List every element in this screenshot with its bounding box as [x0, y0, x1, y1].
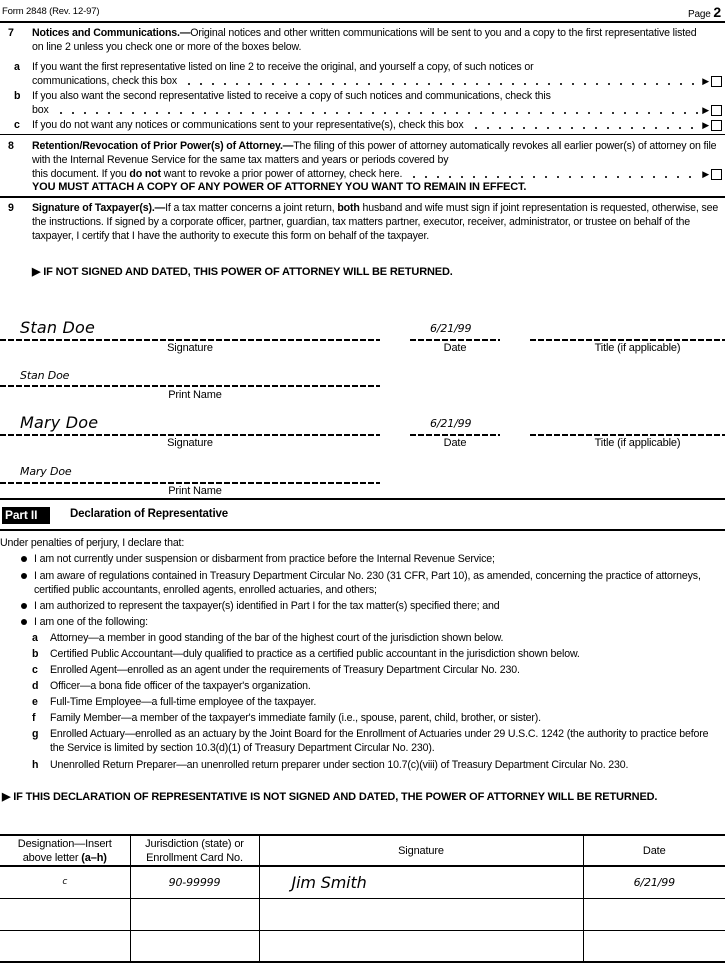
designation-text: Attorney—a member in good standing of the bar of the highest court of the jurisdiction shown below. — [50, 632, 504, 644]
header-jurisdiction — [130, 835, 259, 866]
designation-item — [30, 679, 720, 693]
designation-text: Certified Public Accountant—duly qualified to practice as a certified public accountant in the jurisdiction shown below. — [50, 648, 580, 660]
line8-emphasis: do not — [129, 168, 161, 180]
title-line[interactable] — [530, 339, 725, 341]
jurisdiction-cell[interactable] — [130, 930, 259, 962]
designation-cell[interactable]: c — [0, 866, 130, 898]
form-id: Form 2848 (Rev. 12-97) — [2, 6, 100, 17]
declaration-bullet: I am one of the following: — [20, 615, 720, 629]
divider — [0, 21, 725, 23]
designation-letter: c — [32, 664, 38, 676]
header-signature: Signature — [259, 835, 583, 866]
line8-body: The filing of this power of attorney automatically revokes all earlier power(s) of attorney on file with the Internal Revenue Service for the same tax matters and years or periods covered by — [32, 140, 717, 167]
print-name-line — [0, 385, 380, 387]
date-line — [410, 339, 500, 341]
signature-line — [0, 434, 380, 436]
line9-text — [32, 201, 720, 244]
declaration-bullet: I am aware of regulations contained in Treasury Department Circular No. 230 (31 CFR, Part 10), as amended, concerning the practice of attorneys, certified public accountants, enrolled agents, enrolled actuaries, and others; — [20, 569, 720, 597]
line7b-text: If you also want the second representative listed to receive a copy of such notices and communications, check this — [32, 90, 551, 102]
line8-row — [32, 167, 722, 181]
line7c-row — [14, 118, 722, 132]
designation-text: Family Member—a member of the taxpayer's immediate family (i.e., spouse, parent, child, brother, or sister). — [50, 712, 541, 724]
signature-line — [0, 339, 380, 341]
line-number: 7 — [8, 27, 14, 39]
item-letter: a — [14, 61, 20, 73]
designation-item — [30, 695, 720, 709]
date-label: Date — [443, 342, 467, 354]
date-cell[interactable] — [583, 930, 725, 962]
arrow-icon: ▶ — [702, 105, 709, 115]
designation-item — [30, 647, 720, 661]
line7a-text: communications, check this box — [32, 75, 178, 87]
designation-text: Enrolled Agent—enrolled as an agent under the requirements of Treasury Department Circular No. 230. — [50, 664, 520, 676]
signature-label: Signature — [167, 437, 213, 449]
signature-label: Signature — [167, 342, 213, 354]
signature-cell[interactable] — [259, 898, 583, 930]
arrow-icon: ▶ — [702, 120, 709, 130]
taxpayer1-date[interactable]: 6/21/99 — [430, 322, 472, 335]
header-text: Designation—Insert — [17, 837, 112, 850]
line9-body: If a tax matter concerns a joint return, — [165, 202, 338, 214]
declaration-warning: ▶ IF THIS DECLARATION OF REPRESENTATIVE IS NOT SIGNED AND DATED, THE POWER OF ATTORNEY WILL BE RETURNED. — [2, 791, 658, 803]
declaration-bullet: I am authorized to represent the taxpayer(s) identified in Part I for the tax matter(s) specified there; and — [20, 599, 720, 613]
checkbox-7b[interactable] — [711, 105, 722, 116]
dot-leader — [183, 76, 698, 86]
dot-leader — [55, 105, 699, 115]
line9-title: Signature of Taxpayer(s).— — [32, 202, 166, 214]
page-number — [688, 4, 721, 20]
page-label: Page — [687, 9, 711, 20]
line7a-row1 — [14, 60, 722, 74]
line7-title: Notices and Communications.— — [32, 27, 191, 39]
line-number: 8 — [8, 140, 14, 152]
header-text: Jurisdiction (state) or — [145, 837, 244, 850]
line7c-text: If you do not want any notices or communications sent to your representative(s), check this box — [32, 119, 464, 131]
header-designation — [0, 835, 130, 866]
designation-letter: f — [32, 712, 36, 724]
header-text: (a–h) — [81, 851, 107, 864]
table-row — [0, 866, 725, 898]
divider — [0, 134, 725, 135]
checkbox-7c[interactable] — [711, 120, 722, 131]
line7b-text: box — [32, 104, 49, 116]
line-number: 9 — [8, 202, 14, 214]
designation-letter: g — [32, 728, 39, 740]
signature-cell[interactable] — [259, 930, 583, 962]
print-name-line — [0, 482, 380, 484]
divider — [0, 196, 725, 198]
line8-title: Retention/Revocation of Prior Power(s) of Attorney.— — [32, 140, 294, 152]
date-label: Date — [443, 437, 467, 449]
designation-letter: h — [32, 759, 39, 771]
arrow-icon: ▶ — [702, 169, 709, 179]
print-name-label: Print Name — [168, 485, 222, 497]
checkbox-7a[interactable] — [711, 76, 722, 87]
line7b-row1 — [14, 89, 722, 103]
part-badge: Part II — [2, 507, 50, 524]
taxpayer1-print-name[interactable]: Stan Doe — [20, 369, 70, 382]
divider — [0, 498, 725, 500]
dot-leader — [408, 169, 698, 179]
taxpayer2-print-name[interactable]: Mary Doe — [20, 465, 72, 478]
declaration-intro: Under penalties of perjury, I declare that: — [0, 537, 185, 549]
designation-text: Officer—a bona fide officer of the taxpayer's organization. — [50, 680, 311, 692]
taxpayer2-date[interactable]: 6/21/99 — [430, 417, 472, 430]
line9-warning: ▶ IF NOT SIGNED AND DATED, THIS POWER OF ATTORNEY WILL BE RETURNED. — [32, 266, 453, 278]
part-title: Declaration of Representative — [70, 508, 228, 520]
date-cell[interactable]: 6/21/99 — [583, 866, 725, 898]
designation-item — [30, 711, 720, 725]
designation-cell[interactable] — [0, 930, 130, 962]
divider — [0, 529, 725, 531]
date-cell[interactable] — [583, 898, 725, 930]
jurisdiction-cell[interactable] — [130, 898, 259, 930]
header-date: Date — [583, 835, 725, 866]
designation-item — [30, 663, 720, 677]
checkbox-8[interactable] — [711, 169, 722, 180]
line7a-text: If you want the first representative listed on line 2 to receive the original, and yourself a copy, of such notices or — [32, 61, 534, 73]
header-text: above letter — [22, 851, 82, 864]
dot-leader — [470, 120, 699, 130]
table-row — [0, 930, 725, 962]
designation-item — [30, 727, 720, 755]
designation-letter: d — [32, 680, 39, 692]
designation-letter: b — [32, 648, 39, 660]
item-letter: c — [14, 119, 20, 131]
title-label: Title (if applicable) — [594, 437, 681, 449]
designation-text: Enrolled Actuary—enrolled as an actuary by the Joint Board for the Enrollment of Actuaries under 29 U.S.C. 1242 (the authority to practice before the Service is limited by section 10.3(d)(1) of Treasury Department Circular No. 230). — [50, 728, 709, 755]
arrow-icon: ▶ — [702, 76, 709, 86]
designation-item — [30, 631, 720, 645]
line9-body: husband and wife must sign if joint representation is requested, otherwise, see the instructions. If signed by a corporate officer, partner, guardian, tax matters partner, executor, receiver, administrator, or trustee on behalf of the taxpayer, I certify that I have the authority to execute this form on behalf of the taxpayer. — [32, 202, 719, 243]
representative-table — [0, 834, 725, 963]
line7-text — [32, 26, 702, 54]
line7b-row2 — [14, 103, 722, 117]
designation-text: Unenrolled Return Preparer—an unenrolled return preparer under section 10.7(c)(viii) of Treasury Department Circular No. 230. — [50, 759, 629, 771]
table-header — [0, 835, 725, 866]
line8-warning: YOU MUST ATTACH A COPY OF ANY POWER OF ATTORNEY YOU WANT TO REMAIN IN EFFECT. — [32, 181, 527, 193]
line7-body: Original notices and other written communications will be sent to you and a copy to the first representative listed on line 2 unless you check one or more of the boxes below. — [32, 27, 697, 54]
designation-cell[interactable] — [0, 898, 130, 930]
header-text: Enrollment Card No. — [146, 851, 243, 864]
designation-item — [30, 758, 720, 772]
date-line — [410, 434, 500, 436]
print-name-label: Print Name — [168, 389, 222, 401]
designation-letter: a — [32, 632, 38, 644]
jurisdiction-cell[interactable]: 90-99999 — [130, 866, 259, 898]
page-num: 2 — [713, 4, 721, 20]
line7a-row2 — [14, 74, 722, 88]
designation-text: Full-Time Employee—a full-time employee of the taxpayer. — [50, 696, 317, 708]
taxpayer2-signature[interactable]: Mary Doe — [20, 413, 99, 432]
signature-cell[interactable]: Jim Smith — [259, 866, 583, 898]
line8-text: want to revoke a prior power of attorney, check here. — [160, 168, 403, 180]
item-letter: b — [14, 90, 21, 102]
table-row — [0, 898, 725, 930]
designation-letter: e — [32, 696, 38, 708]
taxpayer1-signature[interactable]: Stan Doe — [20, 318, 96, 337]
title-line[interactable] — [530, 434, 725, 436]
declaration-bullet: I am not currently under suspension or disbarment from practice before the Internal Revenue Service; — [20, 552, 720, 566]
title-label: Title (if applicable) — [594, 342, 681, 354]
line8-text — [32, 139, 720, 167]
line9-emphasis: both — [337, 202, 360, 214]
line8-text: this document. If you — [32, 168, 130, 180]
